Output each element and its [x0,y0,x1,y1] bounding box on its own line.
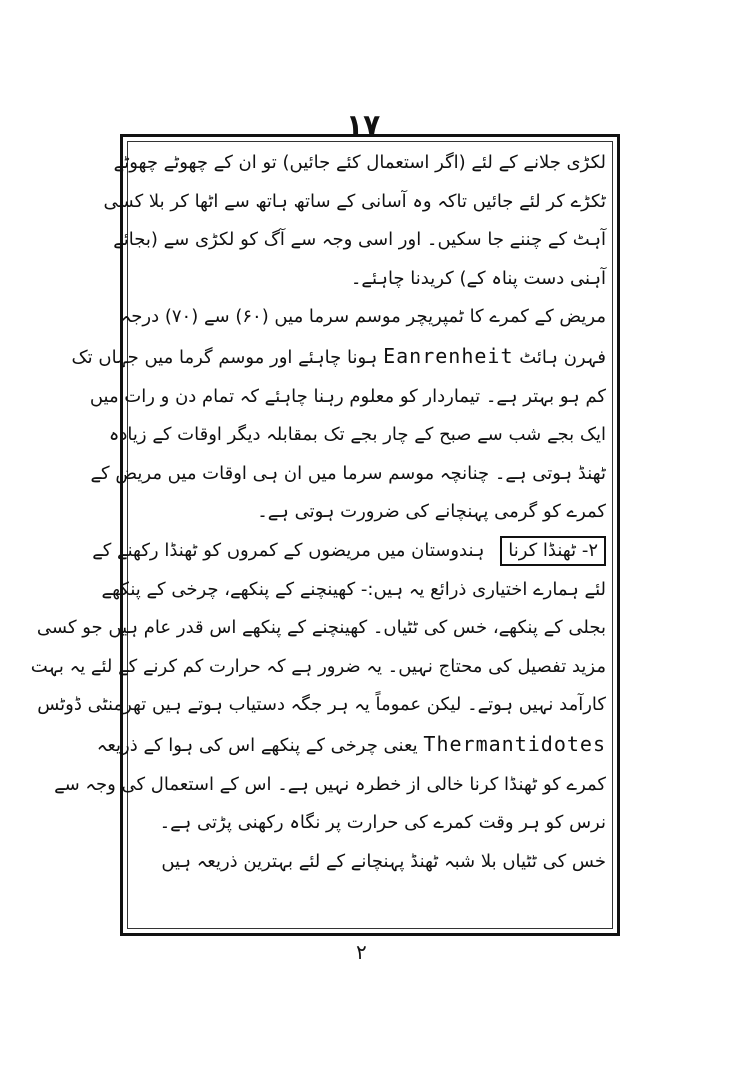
body-text [30,144,606,881]
latin-term: Thermantidotes [423,731,606,756]
text-line: نرس کو ہر وقت کمرے کی حرارت پر نگاہ رکھنی پڑتی ہے۔ [159,812,606,834]
text-line: ایک بجے شب سے صبح کے چار بجے تک بمقابلہ دیگر اوقات کے زیادہ [108,424,606,446]
text-line: لکڑی جلانے کے لئے (اگر استعمال کئے جائیں) تو ان کے چھوٹے چھوٹے [113,152,606,173]
text-line: مریض کے کمرے کا ٹمپریچر موسم سرما میں (۶۰) سے (۷۰) درجہ [120,306,606,328]
page-number-top: ۱۷ [346,108,381,141]
text-line: مزید تفصیل کی محتاج نہیں۔ یہ ضرور ہے کہ حرارت کم کرنے کے لئے یہ بہت [30,655,606,677]
page-number-bottom: ۲ [356,940,367,964]
text-line: بجلی کے پنکھے، خس کی ٹٹیاں۔ کھینچنے کے پنکھے اس قدر عام ہیں جو کسی [36,617,606,639]
text-line [96,725,606,766]
text-line: خس کی ٹٹیاں بلا شبہ ٹھنڈ پہنچانے کے لئے بہترین ذریعہ ہیں [161,850,606,872]
text-line: کمرے کو ٹھنڈا کرنا خالی از خطرہ نہیں ہے۔ اس کے استعمال کی وجہ سے [54,773,606,795]
text-line: آہنی دست پناہ کے) کریدنا چاہئے۔ [350,267,606,289]
text-line: آہٹ کے چننے جا سکیں۔ اور اسی وجہ سے آگ کو لکڑی سے (بجائے [113,229,606,251]
text-fragment: یعنی چرخی کے پنکھے اس کی ہوا کے ذریعہ [96,734,418,756]
text-line: کم ہو بہتر ہے۔ تیماردار کو معلوم رہنا چاہئے کہ تمام دن و رات میں [89,385,606,407]
text-line [71,337,606,378]
latin-term: Eanrenheit [383,343,514,368]
text-line: کارآمد نہیں ہوتے۔ لیکن عموماً یہ ہر جگہ دستیاب ہوتے ہیں تھرمنٹی ڈوٹس [37,694,606,716]
text-line: لئے ہمارے اختیاری ذرائع یہ ہیں:- کھینچنے کے پنکھے، چرخی کے پنکھے [101,578,606,600]
text-fragment: ہونا چاہئے اور موسم گرما میں جہاں تک [71,346,378,368]
text-line: ٹھنڈ ہوتی ہے۔ چنانچہ موسم سرما میں ان ہی اوقات میں مریض کے [90,462,606,484]
text-fragment: ہندوستان میں مریضوں کے کمروں کو ٹھنڈا رکھنے کے [92,539,485,561]
text-line: کمرے کو گرمی پہنچانے کی ضرورت ہوتی ہے۔ [257,501,606,523]
text-line: ٹکڑے کر لئے جائیں تاکہ وہ آسانی کے ساتھ ہاتھ سے اٹھا کر بلا کسی [103,190,606,212]
section-heading: ۲- ٹھنڈا کرنا [500,536,606,566]
text-fragment: فہرن ہائٹ [519,346,606,368]
text-line [92,532,606,571]
